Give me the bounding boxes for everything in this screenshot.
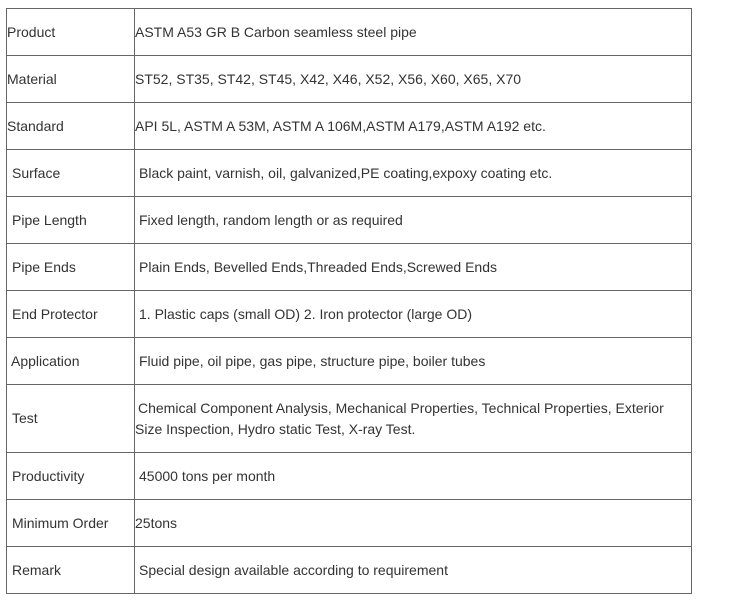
row-label-material: Material bbox=[7, 56, 135, 103]
test-value-line-2: Size Inspection, Hydro static Test, X-ray Test. bbox=[135, 420, 416, 437]
row-label-productivity: Productivity bbox=[7, 453, 135, 500]
table-row bbox=[7, 56, 692, 103]
table-row bbox=[7, 9, 692, 56]
row-label-surface: Surface bbox=[7, 150, 135, 197]
table-row bbox=[7, 244, 692, 291]
row-label-application: Application bbox=[7, 338, 135, 385]
row-label-minimum-order: Minimum Order bbox=[7, 500, 135, 547]
table-row bbox=[7, 547, 692, 594]
row-value-end-protector: 1. Plastic caps (small OD) 2. Iron protector (large OD) bbox=[135, 291, 692, 338]
row-value-productivity: 45000 tons per month bbox=[135, 453, 692, 500]
row-value-surface: Black paint, varnish, oil, galvanized,PE coating,expoxy coating etc. bbox=[135, 150, 692, 197]
row-value-test bbox=[135, 385, 692, 453]
table-row bbox=[7, 291, 692, 338]
row-label-pipe-length: Pipe Length bbox=[7, 197, 135, 244]
table-row bbox=[7, 500, 692, 547]
table-row bbox=[7, 197, 692, 244]
table-row bbox=[7, 453, 692, 500]
row-value-material: ST52, ST35, ST42, ST45, X42, X46, X52, X56, X60, X65, X70 bbox=[135, 56, 692, 103]
row-value-application: Fluid pipe, oil pipe, gas pipe, structure pipe, boiler tubes bbox=[135, 338, 692, 385]
row-value-pipe-ends: Plain Ends, Bevelled Ends,Threaded Ends,Screwed Ends bbox=[135, 244, 692, 291]
row-label-pipe-ends: Pipe Ends bbox=[7, 244, 135, 291]
row-value-pipe-length: Fixed length, random length or as required bbox=[135, 197, 692, 244]
table-row bbox=[7, 150, 692, 197]
row-value-minimum-order: 25tons bbox=[135, 500, 692, 547]
table-row bbox=[7, 385, 692, 453]
spec-table bbox=[6, 8, 692, 594]
row-label-standard: Standard bbox=[7, 103, 135, 150]
row-value-standard: API 5L, ASTM A 53M, ASTM A 106M,ASTM A179,ASTM A192 etc. bbox=[135, 103, 692, 150]
row-label-test: Test bbox=[7, 385, 135, 453]
row-value-product: ASTM A53 GR B Carbon seamless steel pipe bbox=[135, 9, 692, 56]
table-row bbox=[7, 338, 692, 385]
row-label-end-protector: End Protector bbox=[7, 291, 135, 338]
row-label-product: Product bbox=[7, 9, 135, 56]
row-label-remark: Remark bbox=[7, 547, 135, 594]
table-row bbox=[7, 103, 692, 150]
row-value-remark: Special design available according to requirement bbox=[135, 547, 692, 594]
test-value-line-1: Chemical Component Analysis, Mechanical Properties, Technical Properties, Exterior bbox=[138, 399, 664, 416]
